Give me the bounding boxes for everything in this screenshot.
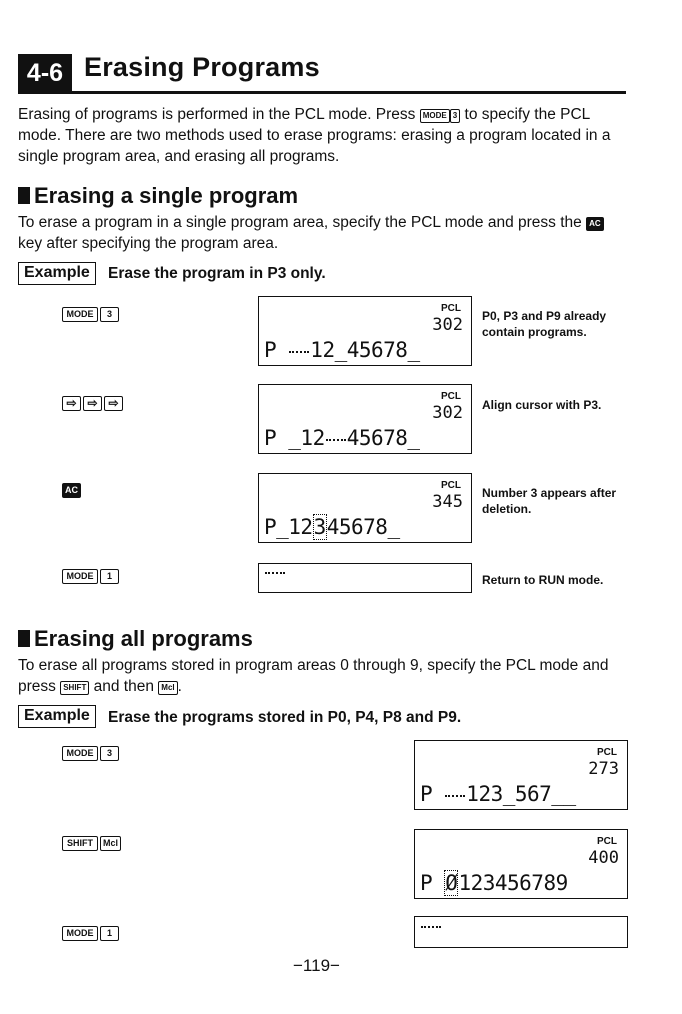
lcd-number: 345	[432, 492, 463, 512]
s2-step1-keys	[62, 745, 121, 763]
bullet-square-icon	[18, 187, 30, 204]
lcd-line: P 123_567__	[420, 782, 576, 806]
title-rule	[18, 91, 626, 94]
lcd-display-5	[414, 740, 628, 810]
intro-paragraph	[18, 104, 630, 167]
cursor-indicator	[445, 795, 465, 797]
lcd-line: P _12 45678_	[264, 426, 420, 450]
lcd-number: 302	[432, 403, 463, 423]
lcd-display-3	[258, 473, 472, 543]
section1-heading: Erasing a single program	[18, 183, 298, 209]
cursor-indicator	[289, 351, 309, 353]
note-4: Return to RUN mode.	[482, 573, 604, 587]
section1-text-a: To erase a program in a single program area, specify the PCL mode and press the	[18, 214, 587, 231]
three-key: 3	[100, 746, 119, 761]
ac-key: AC	[62, 483, 81, 498]
intro-text-a: Erasing of programs is performed in the PCL mode. Press	[18, 106, 420, 123]
section-number-badge: 4-6	[18, 54, 72, 92]
lcd-number: 302	[432, 315, 463, 335]
s2-step3-keys	[62, 925, 121, 943]
bullet-square-icon	[18, 630, 30, 647]
example-title-2: Erase the programs stored in P0, P4, P8 and P9.	[108, 709, 462, 726]
lcd-mode: PCL	[597, 836, 617, 847]
section2-text-end: .	[177, 678, 182, 695]
step4-keys	[62, 568, 121, 586]
lcd-number: 273	[588, 759, 619, 779]
lcd-mode: PCL	[441, 391, 461, 402]
step2-keys	[62, 395, 125, 413]
example-title-1: Erase the program in P3 only.	[108, 265, 326, 282]
one-key: 1	[100, 926, 119, 941]
mode-key-inline: MODE	[420, 109, 450, 123]
note-3: Number 3 appears after deletion.	[482, 486, 617, 516]
cursor-indicator	[421, 926, 441, 928]
lcd-display-7	[414, 916, 628, 948]
lcd-mode: PCL	[441, 480, 461, 491]
s2-step2-keys	[62, 835, 123, 853]
section2-text-a: To erase all programs stored in program areas 0 through 9, specify the PCL mode and press	[18, 657, 609, 695]
lcd-display-2	[258, 384, 472, 454]
step1-keys	[62, 306, 121, 324]
lcd-line: P_12345678_	[264, 515, 400, 539]
page-number: −119−	[293, 956, 340, 975]
mode-key: MODE	[62, 307, 98, 322]
mcl-key-inline: Mcl	[158, 681, 177, 695]
cursor-indicator: Ø	[445, 871, 458, 895]
mode-key: MODE	[62, 569, 98, 584]
cursor-indicator	[326, 439, 346, 441]
step3-keys	[62, 482, 83, 500]
section2-paragraph	[18, 655, 630, 697]
right-arrow-key: ⇨	[62, 396, 81, 411]
section1-paragraph	[18, 212, 630, 254]
shift-key-inline: SHIFT	[60, 681, 89, 695]
section2-heading: Erasing all programs	[18, 626, 253, 652]
lcd-display-4	[258, 563, 472, 593]
section2-text-mid: and then	[89, 678, 159, 695]
right-arrow-key: ⇨	[83, 396, 102, 411]
three-key: 3	[100, 307, 119, 322]
shift-key: SHIFT	[62, 836, 98, 851]
note-1: P0, P3 and P9 already contain programs.	[482, 309, 607, 339]
lcd-mode: PCL	[441, 303, 461, 314]
example-label-1: Example	[18, 262, 96, 285]
lcd-mode: PCL	[597, 747, 617, 758]
mcl-key: Mcl	[100, 836, 121, 851]
mode-key: MODE	[62, 746, 98, 761]
note-2: Align cursor with P3.	[482, 398, 602, 412]
intro-text-b: to specify the PCL mode. There are two methods used to erase programs: erasing a program located in a single program area, and erasing all programs.	[18, 106, 611, 165]
lcd-line: P Ø123456789	[420, 871, 568, 895]
cursor-indicator	[265, 572, 285, 574]
cursor-indicator: 3	[313, 515, 326, 539]
lcd-display-1	[258, 296, 472, 366]
section1-text-b: key after specifying the program area.	[18, 235, 279, 252]
lcd-line: P 12_45678_	[264, 338, 420, 362]
lcd-display-6	[414, 829, 628, 899]
mode-key: MODE	[62, 926, 98, 941]
page-title: Erasing Programs	[84, 52, 320, 82]
three-key-inline: 3	[450, 109, 460, 123]
lcd-number: 400	[588, 848, 619, 868]
one-key: 1	[100, 569, 119, 584]
example-label-2: Example	[18, 705, 96, 728]
right-arrow-key: ⇨	[104, 396, 123, 411]
ac-key-inline: AC	[586, 217, 604, 231]
